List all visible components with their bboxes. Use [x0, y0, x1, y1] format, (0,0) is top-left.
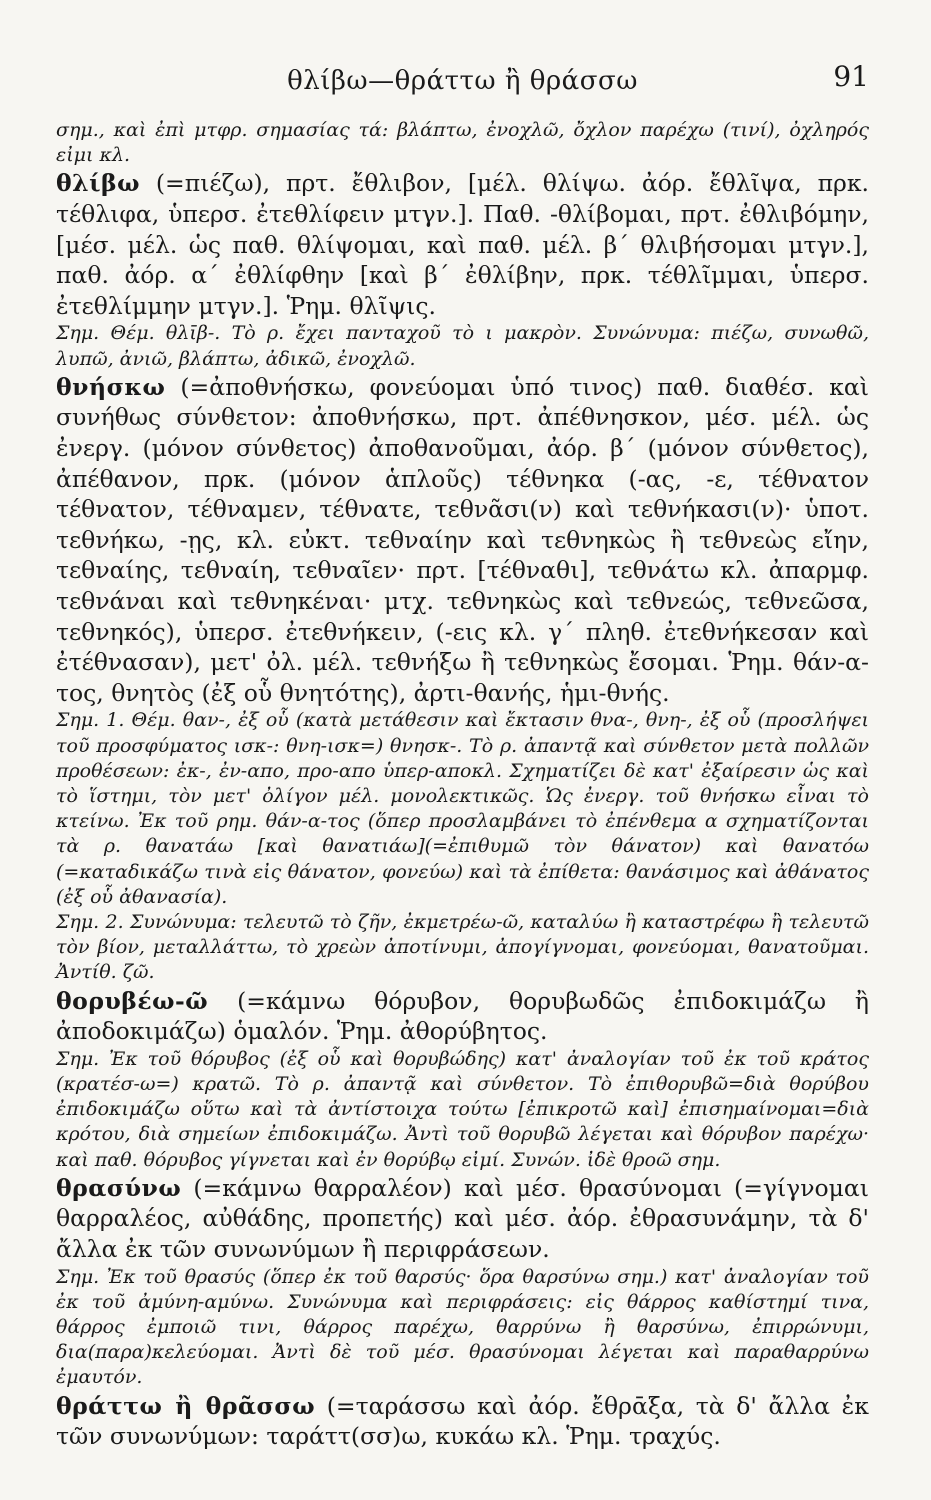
note-paragraph: Σημ. 1. Θέμ. θαν-, ἐξ οὗ (κατὰ μετάθεσιν καὶ ἔκτασιν θνα-, θνη-, ἐξ οὗ (προσλήψει τοῦ προσφύματος ισκ-: θνη-ισκ=) θνησκ-. Τὸ ρ. ἀπαντᾷ καὶ σύνθετον μετὰ πολλῶν προθέσεων: ἐκ-, ἐν-απο, προ-απο ὑπερ-αποκλ. Σχηματίζει δὲ κατ' ἐξαίρεσιν ὡς καὶ τὸ ἵστημι, τὸν μετ' ὀλίγον μέλ. μονολεκτικῶς. Ὡς ἐνεργ. τοῦ θνήσκω εἶναι τὸ κτείνω. Ἐκ τοῦ ρημ. θάν-α-τος (ὅπερ προσλαμβάνει τὸ ἐπένθεμα α σχηματίζονται τὰ ρ. θανατάω [καὶ θανατιάω](=ἐπιθυμῶ τὸν θάνατον) καὶ θανατόω (=καταδικάζω τινὰ εἰς θάνατον, φονεύω) καὶ τὰ ἐπίθετα: θανάσιμος καὶ ἀθάνατος (ἐξ οὗ ἀθανασία). [56, 709, 869, 908]
page-header [56, 0, 869, 118]
entry-paragraph [56, 1173, 869, 1265]
entry-paragraph [56, 986, 869, 1047]
headword: θράττω ἢ θρᾶσσω [56, 1391, 316, 1420]
entry-paragraph [56, 1391, 869, 1452]
headword: θλίβω [56, 169, 141, 198]
entry-text: (=κάμνω θαρραλέον) καὶ μέσ. θρασύνομαι (=γίγνομαι θαρραλέος, αὐθάδης, προπετής) καὶ μέσ. ἀόρ. ἐθρασυνάμην, τὰ δ' ἄλλα ἐκ τῶν συνωνύμων ἢ περιφράσεων. [56, 1173, 869, 1263]
entry-text: (=ταράσσω καὶ ἀόρ. ἔθρᾱξα, τὰ δ' ἄλλα ἐκ τῶν συνωνύμων: ταράττ(σσ)ω, κυκάω κλ. Ῥημ. τραχύς. [56, 1391, 869, 1451]
note-paragraph: Σημ. 2. Συνώνυμα: τελευτῶ τὸ ζῆν, ἐκμετρέω-ῶ, καταλύω ἢ καταστρέφω ἢ τελευτῶ τὸν βίον, μεταλλάττω, τὸ χρεὼν ἀποτίνυμι, ἀπογίγνομαι, φονεύομαι, θανατοῦμαι. Ἀντίθ. ζῶ. [56, 910, 869, 984]
running-head: θλίβω—θράττω ἢ θράσσω [287, 66, 638, 96]
note-paragraph: Σημ. Ἐκ τοῦ θρασύς (ὅπερ ἐκ τοῦ θαρσύς· ὅρα θαρσύνω σημ.) κατ' ἀναλογίαν τοῦ ἐκ τοῦ ἀμύνη-αμύνω. Συνώνυμα καὶ περιφράσεις: εἰς θάρρος καθίστημί τινα, θάρρος ἐμποιῶ τινι, θάρρος παρέχω, θαρρύνω ἢ θαρσύνω, ἐπιρρώνυμι, δια(παρα)κελεύομαι. Ἀντὶ δὲ τοῦ μέσ. θρασύνομαι λέγεται καὶ παραθαρρύνω ἐμαυτόν. [56, 1265, 869, 1389]
entry-text: (=ἀποθνήσκω, φονεύομαι ὑπό τινος) παθ. διαθέσ. καὶ συνήθως σύνθετον: ἀποθνήσκω, πρτ. ἀπέθνησκον, μέσ. μέλ. ὡς ἐνεργ. (μόνον σύνθετος) ἀποθανοῦμαι, ἀόρ. β΄ (μόνον σύνθετος), ἀπέθανον, πρκ. (μόνον ἁπλοῦς) τέθνηκα (-ας, -ε, τέθνατον τέθνατον, τέθναμεν, τέθνατε, τεθνᾶσι(ν) καὶ τεθνήκασι(ν)· ὑποτ. τεθνήκω, -ῃς, κλ. εὐκτ. τεθναίην καὶ τεθνηκὼς ἢ τεθνεὼς εἴην, τεθναίης, τεθναίη, τεθναῖεν· πρτ. [τέθναθι], τεθνάτω κλ. ἀπαρμφ. τεθνάναι καὶ τεθνηκέναι· μτχ. τεθνηκὼς καὶ τεθνεώς, τεθνεῶσα, τεθνηκός), ὑπερσ. ἐτεθνήκειν, (-εις κλ. γ΄ πληθ. ἐτεθνήκεσαν καὶ ἐτέθνασαν), μετ' ὀλ. μέλ. τεθνήξω ἢ τεθνηκὼς ἔσομαι. Ῥημ. θάν-α-τος, θνητὸς (ἐξ οὗ θνητότης), ἀρτι-θανής, ἡμι-θνής. [56, 372, 869, 707]
dictionary-body [56, 118, 869, 1452]
entry-text: (=κάμνω θόρυβον, θορυβωδῶς ἐπιδοκιμάζω ἢ ἀποδοκιμάζω) ὁμαλόν. Ῥημ. ἀθορύβητος. [56, 986, 869, 1046]
note-paragraph: σημ., καὶ ἐπὶ μτφρ. σημασίας τά: βλάπτω, ἐνοχλῶ, ὄχλον παρέχω (τινί), ὀχληρός εἰμι κλ. [56, 119, 869, 167]
entry-paragraph [56, 372, 869, 709]
page-number: 91 [833, 60, 869, 93]
headword: θρασύνω [56, 1173, 182, 1202]
entry-paragraph [56, 168, 869, 321]
headword: θνήσκω [56, 372, 166, 401]
headword: θορυβέω-ῶ [56, 986, 209, 1015]
entry-text: (=πιέζω), πρτ. ἔθλιβον, [μέλ. θλίψω. ἀόρ. ἔθλῖψα, πρκ. τέθλιφα, ὑπερσ. ἐτεθλίφειν μτγν.]. Παθ. -θλίβομαι, πρτ. ἐθλιβόμην, [μέσ. μέλ. ὡς παθ. θλίψομαι, καὶ παθ. μέλ. β΄ θλιβήσομαι μτγν.], παθ. ἀόρ. α΄ ἐθλίφθην [καὶ β΄ ἐθλίβην, πρκ. τέθλῖμμαι, ὑπερσ. ἐτεθλίμμην μτγν.]. Ῥημ. θλῖψις. [56, 169, 869, 320]
note-paragraph: Σημ. Ἐκ τοῦ θόρυβος (ἐξ οὗ καὶ θορυβώδης) κατ' ἀναλογίαν τοῦ ἐκ τοῦ κράτος (κρατέσ-ω=) κρατῶ. Τὸ ρ. ἀπαντᾷ καὶ σύνθετον. Τὸ ἐπιθορυβῶ=διὰ θορύβου ἐπιδοκιμάζω οὕτω καὶ τὰ ἀντίστοιχα τούτω [ἐπικροτῶ καὶ] ἐπισημαίνομαι=διὰ κρότου, διὰ σημείων ἐπιδοκιμάζω. Ἀντὶ τοῦ θορυβῶ λέγεται καὶ θόρυβον παρέχω· καὶ παθ. θόρυβος γίγνεται καὶ ἐν θορύβῳ εἰμί. Συνών. ἰδὲ θροῶ σημ. [56, 1047, 869, 1171]
note-paragraph: Σημ. Θέμ. θλῑβ-. Τὸ ρ. ἔχει πανταχοῦ τὸ ι μακρὸν. Συνώνυμα: πιέζω, συνωθῶ, λυπῶ, ἀνιῶ, βλάπτω, ἀδικῶ, ἐνοχλῶ. [56, 322, 869, 370]
